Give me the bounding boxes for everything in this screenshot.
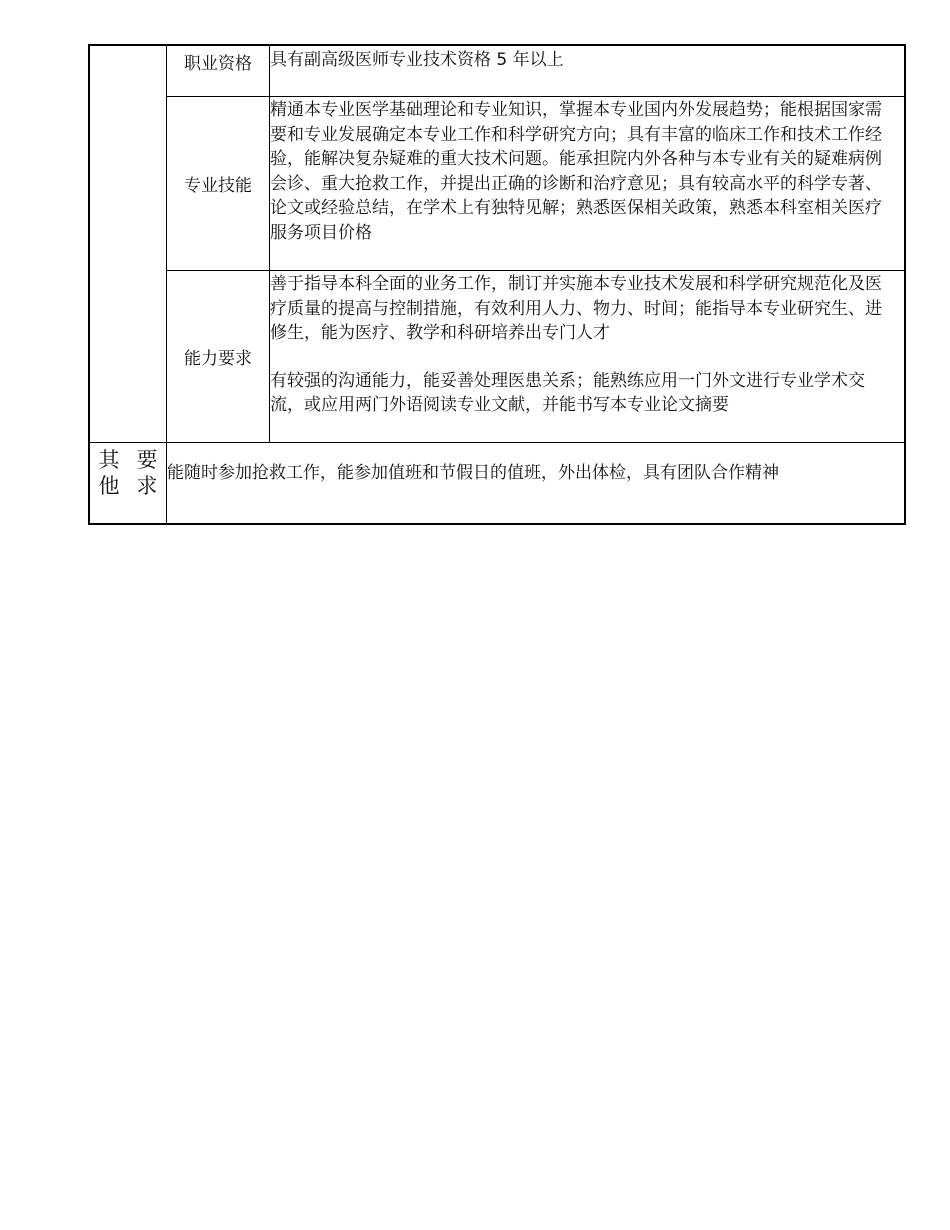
ability-content	[270, 272, 906, 442]
ability-paragraph-2: 有较强的沟通能力，能妥善处理医患关系；能熟练应用一门外文进行专业学术交流，或应用两门外语阅读专业文献，并能书写本专业论文摘要	[270, 370, 865, 415]
row-divider-3	[90, 442, 906, 443]
qualification-label: 职业资格	[184, 53, 252, 74]
ability-paragraph-1: 善于指导本科全面的业务工作，制订并实施本专业技术发展和科学研究规范化及医疗质量的提高与控制措施，有效利用人力、物力、时间；能指导本专业研究生、进修生，能为医疗、教学和科研培养出专门人才	[270, 274, 882, 343]
other-requirements-content: 能随时参加抢救工作，能参加值班和节假日的值班，外出体检，具有团队合作精神	[167, 463, 779, 483]
other-label-line-2: 要求	[136, 448, 158, 498]
requirements-table	[88, 44, 906, 525]
row-divider-2	[166, 270, 906, 271]
other-label-line-1: 其他	[98, 448, 120, 498]
other-requirements-label	[90, 443, 166, 503]
row-divider-1	[166, 96, 906, 97]
ability-label: 能力要求	[184, 349, 252, 369]
skills-label: 专业技能	[184, 176, 252, 196]
qualification-content: 具有副高级医师专业技术资格 5 年以上	[270, 50, 564, 70]
skills-content: 精通本专业医学基础理论和专业知识，掌握本专业国内外发展趋势；能根据国家需要和专业发展确定本专业工作和科学研究方向；具有丰富的临床工作和技术工作经验，能解决复杂疑难的重大技术问题。能承担院内外各种与本专业有关的疑难病例会诊、重大抢救工作，并提出正确的诊断和治疗意见；具有较高水平的科学专著、论文或经验总结，在学术上有独特见解；熟悉医保相关政策，熟悉本科室相关医疗服务项目价格	[270, 100, 882, 243]
